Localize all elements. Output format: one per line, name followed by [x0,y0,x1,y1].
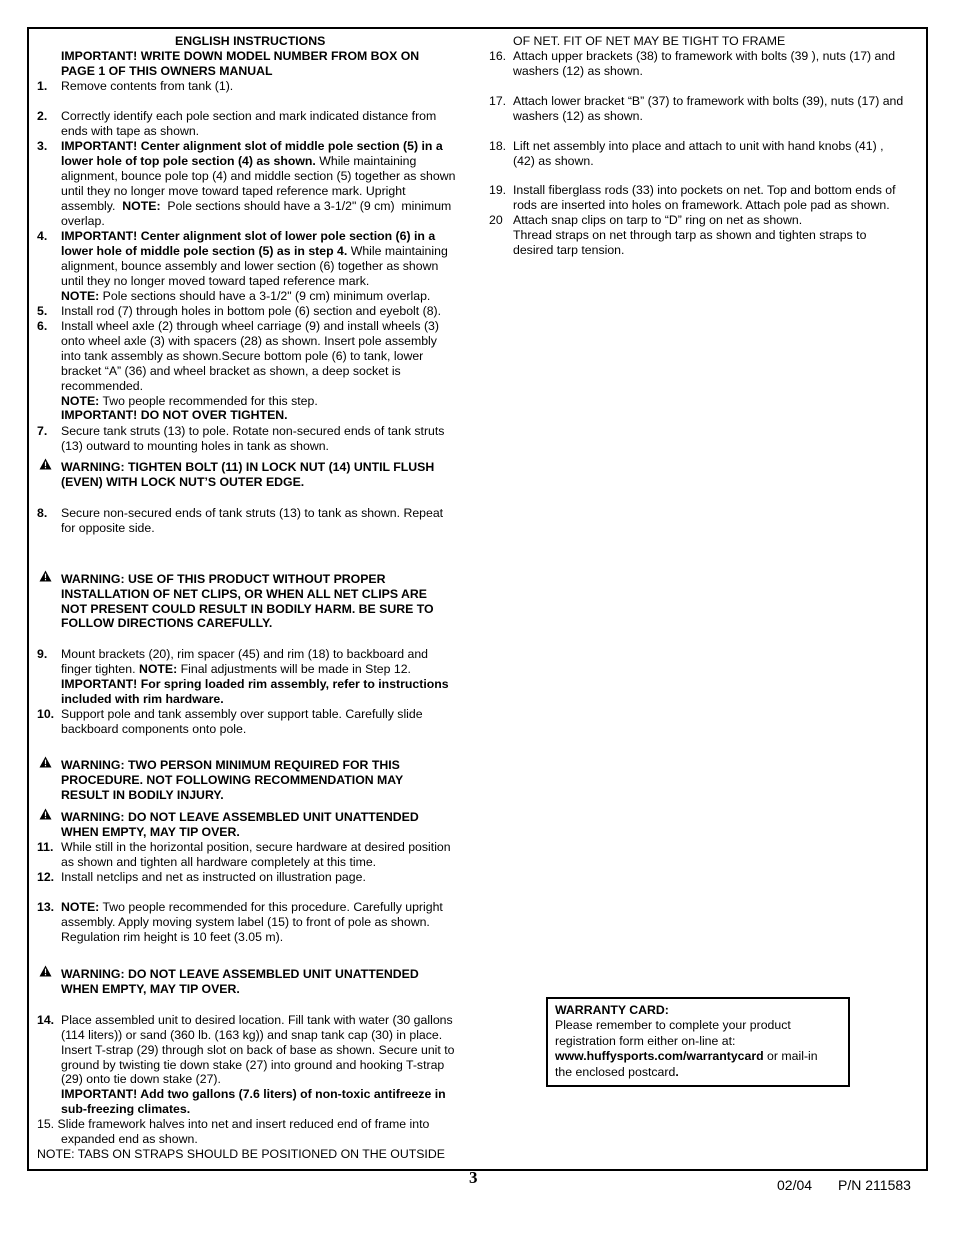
footer-info [777,1178,911,1193]
important-note-line2: PAGE 1 OF THIS OWNERS MANUAL [61,64,273,78]
step-number: 20 [489,213,503,227]
warning-text: FOLLOW DIRECTIONS CAREFULLY. [61,616,273,630]
step-number: 2. [37,109,48,123]
warning-text: WHEN EMPTY, MAY TIP OVER. [61,825,240,839]
step-text: Install wheel axle (2) through wheel carriage (9) and install wheels (3) [61,319,439,333]
step-text: recommended. [61,379,144,393]
warning-text [61,967,419,982]
step-bold: lower hole of middle pole section (5) as in step 4. [61,244,348,258]
step-text: Attach lower bracket “B” (37) to framework with bolts (39), nuts (17) and [513,94,904,108]
warning-icon [39,756,52,768]
step-text: washers (12) as shown. [513,64,643,78]
warning-text [61,572,386,587]
step-inline: Final adjustments will be made in Step 12. [177,662,411,676]
warning-icon [39,965,52,977]
warranty-text [555,1049,818,1064]
step-text: bracket “A” (36) and wheel bracket as shown, a deep socket is [61,364,401,378]
step-number: 16. [489,49,507,63]
warning-text: (EVEN) WITH LOCK NUT’S OUTER EDGE. [61,475,305,489]
step-number: 14. [37,1013,55,1027]
step-text: expanded end as shown. [61,1132,198,1146]
step-text: Thread straps on net through tarp as shown and tighten straps to [513,228,867,242]
step-text: ends with tape as shown. [61,124,200,138]
step-text: backboard components onto pole. [61,722,247,736]
step-number: 6. [37,319,48,333]
step-text: Attach upper brackets (38) to framework with bolts (39 ), nuts (17) and [513,49,896,63]
step-number: 19. [489,183,507,197]
step-text: (114 liters)) or sand (360 lb. (163 kg)) and snap tank cap (30) in place. [61,1028,443,1042]
warning-text [61,460,434,475]
step-number: 10. [37,707,55,721]
step-text: rods are inserted into holes on framework. Attach pole pad as shown. [513,198,890,212]
step-text: overlap. [61,214,105,228]
step-text: Support pole and tank assembly over support table. Carefully slide [61,707,423,721]
step-text: IMPORTANT! DO NOT OVER TIGHTEN. [61,408,288,422]
warranty-inline: . [675,1065,679,1079]
warning-text: RESULT IN BODILY INJURY. [61,788,224,802]
step-inline: Two people recommended for this step. [99,394,318,408]
warranty-inline: the enclosed postcard [555,1065,676,1079]
warning-text: WARNING: DO NOT LEAVE ASSEMBLED UNIT UNATTENDED [61,810,419,824]
step-inline: Pole sections should have a 3-1/2" (9 cm) minimum overlap. [99,289,431,303]
step-text: Insert T-strap (29) through slot on back of base as shown. Secure unit to [61,1043,455,1057]
step-bold: NOTE: [122,199,161,213]
warning-text: WHEN EMPTY, MAY TIP OVER. [61,982,240,996]
warranty-text: registration form either on-line at: [555,1034,736,1048]
step-text: as shown and tighten all hardware completely at this time. [61,855,377,869]
warranty-text: Please remember to complete your product [555,1018,791,1032]
warning-text: PROCEDURE. NOT FOLLOWING RECOMMENDATION MAY [61,773,404,787]
step-text [61,199,451,214]
step-text: IMPORTANT! Center alignment slot of middle pole section (5) in a [61,139,443,153]
warning-body: : TIGHTEN BOLT (11) IN LOCK NUT (14) UNTIL FLUSH [120,460,435,474]
step-inline: While maintaining [347,244,448,258]
step-text: alignment, bounce pole top (4) and middle section (5) together as shown [61,169,456,183]
step-text: included with rim hardware. [61,692,224,706]
step-text: IMPORTANT! Center alignment slot of lower pole section (6) in a [61,229,436,243]
step-text: Remove contents from tank (1). [61,79,234,93]
step-text [61,154,416,169]
warning-text: INSTALLATION OF NET CLIPS, OR WHEN ALL NET CLIPS ARE [61,587,427,601]
warning-icon [39,570,52,582]
warning-text [61,758,400,773]
step-text: Correctly identify each pole section and mark indicated distance from [61,109,437,123]
step-text: Install fiberglass rods (33) into pockets on net. Top and bottom ends of [513,183,896,197]
warning-label: WARNING [61,758,121,772]
warning-icon [39,458,52,470]
step-number: 13. [37,900,55,914]
step-text: into tank assembly as shown.Secure bottom pole (6) to tank, lower [61,349,424,363]
page-number: 3 [469,1168,478,1187]
warning-body: : USE OF THIS PRODUCT WITHOUT PROPER [120,572,386,586]
step-text: Lift net assembly into place and attach to unit with hand knobs (41) , [513,139,884,153]
step-text [61,394,318,409]
step-bold: NOTE: [61,900,100,914]
step-text: desired tarp tension. [513,243,625,257]
step-number: 3. [37,139,48,153]
step-number: 7. [37,424,48,438]
step-text: alignment, bounce assembly and lower section (6) together as shown [61,259,439,273]
step-text: Secure tank struts (13) to pole. Rotate non-secured ends of tank struts [61,424,445,438]
warranty-inline: or mail-in [763,1049,818,1063]
step-text: (42) as shown. [513,154,594,168]
step-text: Install rod (7) through holes in bottom pole (6) section and eyebolt (8). [61,304,442,318]
step-number: 18. [489,139,507,153]
step-text: sub-freezing climates. [61,1102,191,1116]
warning-label: WARNING [61,460,121,474]
step-bold: NOTE: [61,289,100,303]
footer-date: 02/04 [777,1177,813,1193]
warning-icon [39,808,52,820]
step-text: Attach snap clips on tarp to “D” ring on net as shown. [513,213,803,227]
note-text: NOTE: TABS ON STRAPS SHOULD BE POSITIONED ON THE OUTSIDE [37,1147,445,1161]
step-text: until they no longer moved toward taped reference mark. [61,274,370,288]
step-inline: Two people recommended for this procedure. Carefully upright [99,900,443,914]
footer-part-number: P/N 211583 [838,1177,911,1193]
step-text: (29) onto tie down stake (27). [61,1072,221,1086]
warning-body: : DO NOT LEAVE ASSEMBLED UNIT UNATTENDED [120,967,419,981]
step-text: Secure non-secured ends of tank struts (13) to tank as shown. Repeat [61,506,444,520]
step-text: Regulation rim height is 10 feet (3.05 m). [61,930,284,944]
step-number: 8. [37,506,48,520]
step-text: Install netclips and net as instructed on illustration page. [61,870,366,884]
step-text [61,289,430,304]
warranty-title: WARRANTY CARD: [555,1003,669,1017]
warning-label: WARNING [61,967,121,981]
step-inline: finger tighten. [61,662,139,676]
warranty-url-link[interactable]: www.huffysports.com/warrantycard [555,1049,764,1063]
step-number: 12. [37,870,55,884]
step-number: 17. [489,94,507,108]
step-text: assembly. Apply moving system label (15) to front of pole as shown. [61,915,430,929]
step-bold: NOTE: [61,394,100,408]
step-bold: lower hole of top pole section (4) as shown. [61,154,316,168]
step-text: Mount brackets (20), rim spacer (45) and rim (18) to backboard and [61,647,429,661]
step-text: (13) outward to mounting holes in tank as shown. [61,439,329,453]
step-number: 11. [37,840,54,854]
step-text [61,900,443,915]
step-number: 1. [37,79,48,93]
step-text: washers (12) as shown. [513,109,643,123]
step-text: While still in the horizontal position, secure hardware at desired position [61,840,451,854]
step-text [61,244,448,259]
step-number: 5. [37,304,48,318]
warranty-text [555,1065,679,1080]
warning-label: WARNING [61,572,121,586]
step-text: ground by twisting tie down stake (27) into ground and hooking T-strap [61,1058,445,1072]
step-text: Place assembled unit to desired location. Fill tank with water (30 gallons [61,1013,453,1027]
note-text: OF NET. FIT OF NET MAY BE TIGHT TO FRAME [513,34,786,48]
step-text: until they no longer move toward taped reference mark. Upright [61,184,406,198]
step-text: IMPORTANT! Add two gallons (7.6 liters) of non-toxic antifreeze in [61,1087,446,1101]
important-note-line1: IMPORTANT! WRITE DOWN MODEL NUMBER FROM BOX ON [61,49,420,63]
warning-text: NOT PRESENT COULD RESULT IN BODILY HARM. BE SURE TO [61,602,434,616]
step-number: 9. [37,647,48,661]
step-bold: NOTE: [138,662,178,676]
step-number: 4. [37,229,48,243]
step-text: IMPORTANT! For spring loaded rim assembly, refer to instructions [61,677,449,691]
step-inline: While maintaining [315,154,417,168]
step-text: for opposite side. [61,521,155,535]
step-inline: Pole sections should have a 3-1/2" (9 cm) minimum [160,199,452,213]
step-inline: assembly. [61,199,123,213]
step-text: onto wheel axle (3) with spacers (28) as shown. Insert pole assembly [61,334,437,348]
warning-body: : TWO PERSON MINIMUM REQUIRED FOR THIS [120,758,400,772]
step-text [61,662,411,677]
section-title: ENGLISH INSTRUCTIONS [175,34,326,48]
step-text: 15. Slide framework halves into net and insert reduced end of frame into [37,1117,430,1131]
